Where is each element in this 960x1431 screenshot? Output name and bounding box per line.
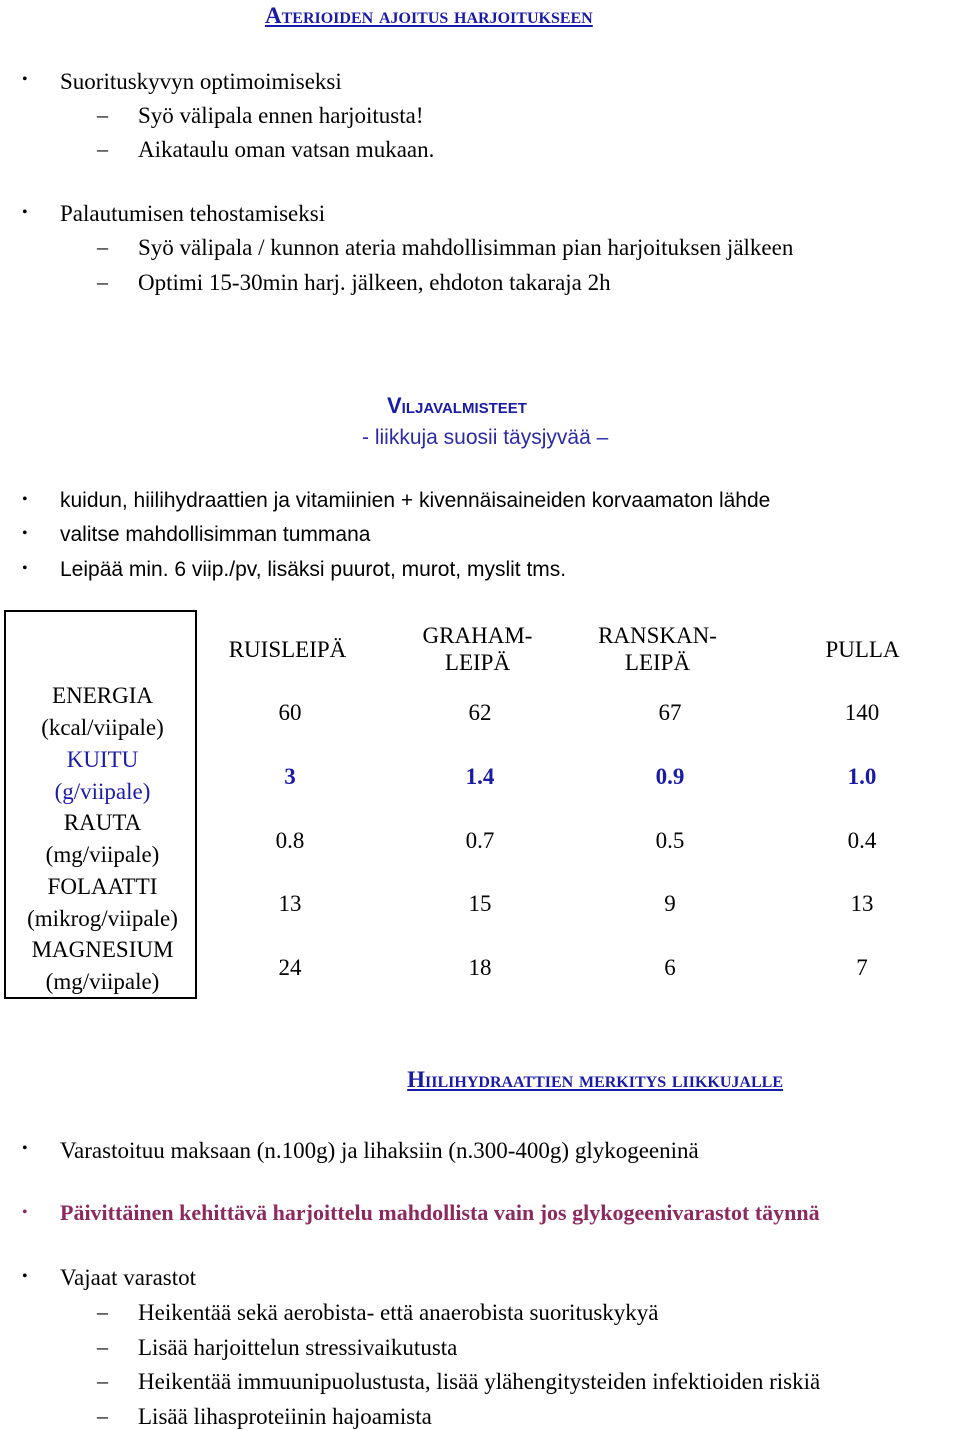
section3-title: Hiilihydraattien merkitys liikkujalle — [407, 1067, 783, 1092]
table-cell: 3 — [284, 764, 296, 789]
dash-marker: – — [97, 136, 108, 161]
dash-marker: – — [97, 102, 108, 127]
sub-item-text: Lisää lihasproteiinin hajoamista — [138, 1404, 432, 1429]
row-label-magnesium — [0, 934, 205, 998]
row-label-line: ENERGIA — [52, 683, 153, 708]
row-label-unit: (mikrog/viipale) — [27, 906, 178, 931]
sub-item-text: Heikentää immuunipuolustusta, lisää ylähengitysteiden infektioiden riskiä — [138, 1369, 821, 1394]
section2-title: Viljavalmisteet — [387, 393, 527, 418]
table-cell: 60 — [278, 700, 302, 725]
table-cell: 18 — [468, 955, 492, 980]
column-header-line: RUISLEIPÄ — [228, 637, 347, 662]
sub-item-text: Syö välipala ennen harjoitusta! — [138, 103, 424, 128]
section2-subtitle: - liikkuja suosii täysjyvää – — [362, 426, 609, 449]
table-cell: 0.4 — [847, 828, 877, 853]
nutrition-table — [0, 610, 960, 1005]
bullet-marker: • — [22, 1268, 28, 1285]
bullet-text: Leipää min. 6 viip./pv, lisäksi puurot, murot, myslit tms. — [60, 558, 567, 581]
column-header-ruisleipa — [210, 637, 365, 662]
bullet-marker: • — [22, 491, 28, 508]
table-cell: 13 — [278, 891, 302, 916]
table-cell: 140 — [844, 700, 880, 725]
bullet-marker: • — [22, 525, 28, 542]
row-label-line: RAUTA — [63, 810, 142, 835]
bullet-marker: • — [22, 204, 28, 221]
column-header-line: LEIPÄ — [624, 650, 691, 675]
table-cell: 0.5 — [655, 828, 685, 853]
table-cell: 9 — [664, 891, 676, 916]
sub-item-text: Syö välipala / kunnon ateria mahdollisimman pian harjoituksen jälkeen — [138, 235, 794, 260]
table-cell: 67 — [658, 700, 682, 725]
dash-marker: – — [97, 269, 108, 294]
column-header-grahamleipa — [400, 622, 555, 676]
bullet-text: Varastoituu maksaan (n.100g) ja lihaksiin (n.300-400g) glykogeeninä — [60, 1138, 699, 1163]
bullet-text: valitse mahdollisimman tummana — [60, 523, 371, 546]
section1-title: Aterioiden ajoitus harjoitukseen — [265, 3, 593, 28]
table-cell: 0.7 — [465, 828, 495, 853]
dash-marker: – — [97, 1368, 108, 1393]
sub-item-text: Lisää harjoittelun stressivaikutusta — [138, 1335, 458, 1360]
table-cell: 15 — [468, 891, 492, 916]
row-label-energia — [0, 680, 205, 744]
row-label-unit: (mg/viipale) — [45, 969, 160, 994]
table-cell: 7 — [856, 955, 868, 980]
column-header-line: RANSKAN- — [598, 623, 717, 648]
bullet-text: kuidun, hiilihydraattien ja vitamiinien + kivennäisaineiden korvaamaton lähde — [60, 489, 771, 512]
bullet-text-highlight: Päivittäinen kehittävä harjoittelu mahdollista vain jos glykogeenivarastot täynnä — [60, 1200, 820, 1225]
sub-item-text: Optimi 15-30min harj. jälkeen, ehdoton takaraja 2h — [138, 270, 611, 295]
row-label-folaatti — [0, 871, 205, 935]
bullet-text: Palautumisen tehostamiseksi — [60, 201, 326, 226]
dash-marker: – — [97, 1403, 108, 1428]
row-label-line: MAGNESIUM — [31, 937, 174, 962]
sub-item-text: Heikentää sekä aerobista- että anaerobista suorituskykyä — [138, 1300, 659, 1325]
bullet-marker: • — [22, 560, 28, 577]
dash-marker: – — [97, 234, 108, 259]
column-header-line: PULLA — [825, 637, 900, 662]
bullet-marker: • — [22, 1204, 28, 1221]
bullet-marker: • — [22, 71, 28, 88]
row-label-line: KUITU — [66, 747, 139, 772]
dash-marker: – — [97, 1299, 108, 1324]
row-label-rauta — [0, 807, 205, 871]
column-header-line: LEIPÄ — [444, 650, 511, 675]
table-cell: 13 — [850, 891, 874, 916]
table-cell: 0.9 — [655, 764, 685, 789]
table-cell: 6 — [664, 955, 676, 980]
table-cell: 1.0 — [847, 764, 877, 789]
sub-item-text: Aikataulu oman vatsan mukaan. — [138, 137, 435, 162]
column-header-line: GRAHAM- — [422, 623, 533, 648]
row-label-kuitu — [0, 744, 205, 808]
table-cell: 24 — [278, 955, 302, 980]
table-cell: 0.8 — [275, 828, 305, 853]
bullet-text: Suorituskyvyn optimoimiseksi — [60, 69, 342, 94]
row-label-unit: (mg/viipale) — [45, 842, 160, 867]
dash-marker: – — [97, 1334, 108, 1359]
bullet-marker: • — [22, 1140, 28, 1157]
bullet-text: Vajaat varastot — [60, 1265, 197, 1290]
column-header-pulla — [785, 637, 940, 662]
row-label-unit: (g/viipale) — [54, 779, 151, 804]
row-label-unit: (kcal/viipale) — [41, 715, 164, 740]
table-cell: 62 — [468, 700, 492, 725]
row-label-line: FOLAATTI — [47, 874, 158, 899]
table-cell: 1.4 — [465, 764, 495, 789]
column-header-ranskanleipa — [580, 622, 735, 676]
